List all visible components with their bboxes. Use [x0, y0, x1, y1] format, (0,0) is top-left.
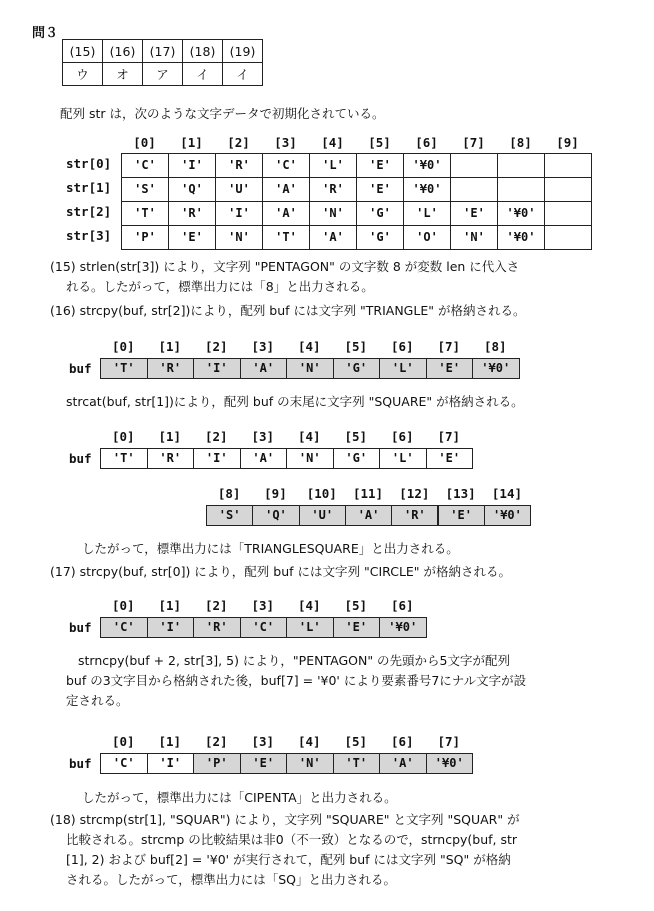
array-cell: 'R' [168, 201, 216, 226]
paragraph-17-output: したがって，標準出力には「CIPENTA」と出力される。 [82, 790, 397, 805]
index-label: [8] [217, 486, 241, 501]
array-cell: 'Q' [168, 177, 216, 202]
index-label: [0] [111, 339, 135, 354]
array-cell: 'L' [309, 153, 357, 178]
array-cell: 'I' [147, 753, 195, 774]
array-cell: 'A' [262, 201, 310, 226]
array-cell: '¥0' [497, 225, 545, 250]
paragraph-17: (17) strcpy(buf, str[0]) により，配列 buf には文字列 "CIRCLE" が格納される。 [50, 564, 512, 579]
index-label: [5] [344, 598, 368, 613]
answer-num: (19) [223, 40, 263, 63]
array-cell: 'E' [356, 177, 404, 202]
array-cell: 'N' [286, 753, 334, 774]
array-cell: 'N' [215, 225, 263, 250]
text-line: [1], 2) および buf[2] = '¥0' が実行されて，配列 buf には文字列 "SQ" が格納 [66, 852, 511, 867]
row-label: str[0] [66, 156, 112, 171]
index-label: [2] [204, 734, 228, 749]
array-cell: 'T' [121, 201, 169, 226]
array-cell: 'U' [215, 177, 263, 202]
array-cell: 'T' [100, 358, 148, 379]
array-cell [450, 177, 498, 202]
index-label: [7] [437, 734, 461, 749]
array-cell: 'A' [262, 177, 310, 202]
array-cell: '¥0' [379, 617, 427, 638]
index-label: [3] [251, 339, 275, 354]
index-label: [6] [390, 598, 414, 613]
array-cell: 'N' [286, 358, 334, 379]
array-cell: 'C' [100, 753, 148, 774]
text-line: れる。したがって，標準出力には「8」と出力される。 [66, 279, 374, 294]
index-label: [4] [297, 734, 321, 749]
array-cell: 'E' [333, 617, 381, 638]
array-cell: 'G' [333, 358, 381, 379]
index-label: [1] [180, 135, 203, 150]
array-cell: '¥0' [497, 201, 545, 226]
index-label: [6] [415, 135, 438, 150]
array-cell: 'C' [262, 153, 310, 178]
array-cell: 'O' [403, 225, 451, 250]
array-cell: 'I' [193, 448, 241, 469]
question-heading: 問３ [32, 26, 59, 41]
index-label: [1] [158, 429, 182, 444]
paragraph-17-strncpy [66, 651, 636, 711]
array-cell: 'E' [168, 225, 216, 250]
index-label: [12] [399, 486, 430, 501]
array-cell [544, 153, 592, 178]
array-cell: 'L' [286, 617, 334, 638]
array-cell: 'E' [438, 505, 485, 526]
array-cell: 'L' [403, 201, 451, 226]
index-label: [0] [111, 429, 135, 444]
array-cell: 'L' [379, 448, 427, 469]
answer-num: (15) [63, 40, 103, 63]
index-label: [9] [556, 135, 579, 150]
array-cell: 'C' [240, 617, 288, 638]
index-label: [4] [297, 429, 321, 444]
text-line: 比較される。strcmp の比較結果は非0（不一致）となるので，strncpy(buf, str [66, 832, 518, 847]
array-cell: 'A' [240, 358, 288, 379]
array-cell: 'E' [426, 358, 474, 379]
array-cell: 'T' [100, 448, 148, 469]
array-cell: 'R' [391, 505, 438, 526]
answer-num: (17) [143, 40, 183, 63]
buf-label: buf [69, 756, 92, 771]
array-cell: 'A' [345, 505, 392, 526]
array-cell: '¥0' [484, 505, 531, 526]
index-label: [2] [204, 429, 228, 444]
array-cell [544, 201, 592, 226]
index-label: [3] [251, 429, 275, 444]
text-line: (15) strlen(str[3]) により，文字列 "PENTAGON" の文字数 8 が変数 len に代入さ [50, 259, 520, 274]
array-cell: 'U' [299, 505, 346, 526]
row-label: str[1] [66, 180, 112, 195]
answer-num: (18) [183, 40, 223, 63]
index-label: [4] [297, 339, 321, 354]
index-label: [0] [111, 598, 135, 613]
paragraph-15 [50, 257, 640, 297]
text-line: 定される。 [66, 693, 129, 708]
array-cell: 'A' [379, 753, 427, 774]
index-label: [8] [483, 339, 507, 354]
array-cell: '¥0' [403, 177, 451, 202]
array-cell: 'I' [147, 617, 195, 638]
array-cell [544, 177, 592, 202]
paragraph-16-output: したがって，標準出力には「TRIANGLESQUARE」と出力される。 [82, 541, 459, 556]
array-cell [544, 225, 592, 250]
index-label: [14] [491, 486, 522, 501]
text-line: buf の3文字目から格納された後，buf[7] = '¥0' により要素番号7にナル文字が設 [66, 673, 527, 688]
text-line: される。したがって，標準出力には「SQ」と出力される。 [66, 872, 397, 887]
index-label: [6] [390, 429, 414, 444]
intro-text: 配列 str は，次のような文字データで初期化されている。 [60, 106, 385, 121]
index-label: [0] [111, 734, 135, 749]
answer-value: ア [143, 63, 183, 86]
array-cell: 'I' [168, 153, 216, 178]
index-label: [2] [227, 135, 250, 150]
index-label: [13] [445, 486, 476, 501]
array-cell: 'R' [215, 153, 263, 178]
array-cell: 'A' [240, 448, 288, 469]
index-label: [7] [437, 339, 461, 354]
array-cell: 'T' [262, 225, 310, 250]
array-cell: 'I' [215, 201, 263, 226]
buf-label: buf [69, 620, 92, 635]
index-label: [6] [390, 734, 414, 749]
index-label: [6] [390, 339, 414, 354]
array-cell: 'C' [100, 617, 148, 638]
array-cell: '¥0' [426, 753, 474, 774]
index-label: [9] [264, 486, 287, 501]
array-cell [497, 177, 545, 202]
array-cell: 'E' [240, 753, 288, 774]
index-label: [2] [204, 339, 228, 354]
answer-table [62, 39, 263, 86]
array-cell: 'E' [426, 448, 474, 469]
index-label: [7] [437, 429, 461, 444]
index-label: [3] [274, 135, 297, 150]
buf-label: buf [69, 451, 92, 466]
index-label: [7] [462, 135, 485, 150]
index-label: [10] [306, 486, 337, 501]
index-label: [5] [368, 135, 391, 150]
index-label: [1] [158, 598, 182, 613]
paragraph-16: (16) strcpy(buf, str[2])により，配列 buf には文字列 "TRIANGLE" が格納される。 [50, 303, 526, 318]
row-label: str[3] [66, 228, 112, 243]
array-cell: 'G' [356, 201, 404, 226]
array-cell: 'G' [333, 448, 381, 469]
array-cell: 'R' [309, 177, 357, 202]
index-label: [5] [344, 339, 368, 354]
array-cell: 'N' [309, 201, 357, 226]
array-cell: 'P' [121, 225, 169, 250]
array-cell: '¥0' [472, 358, 520, 379]
array-cell: 'C' [121, 153, 169, 178]
index-label: [11] [352, 486, 384, 501]
array-cell: 'S' [206, 505, 253, 526]
index-label: [4] [321, 135, 344, 150]
text-line: strncpy(buf + 2, str[3], 5) により，"PENTAGON" の先頭から5文字が配列 [78, 653, 511, 668]
answer-value: イ [223, 63, 263, 86]
index-label: [5] [344, 429, 368, 444]
array-cell: 'T' [333, 753, 381, 774]
index-label: [0] [133, 135, 156, 150]
index-label: [4] [297, 598, 321, 613]
paragraph-18 [50, 810, 640, 890]
row-label: str[2] [66, 204, 112, 219]
array-cell [450, 153, 498, 178]
answer-num: (16) [103, 40, 143, 63]
index-label: [3] [251, 598, 275, 613]
answer-value: オ [103, 63, 143, 86]
paragraph-16-strcat: strcat(buf, str[1])により，配列 buf の末尾に文字列 "SQUARE" が格納される。 [66, 394, 524, 409]
text-line: (18) strcmp(str[1], "SQUAR") により，文字列 "SQUARE" と文字列 "SQUAR" が [50, 812, 520, 827]
array-cell: 'E' [450, 201, 498, 226]
index-label: [2] [204, 598, 228, 613]
array-cell: 'L' [379, 358, 427, 379]
array-cell: 'G' [356, 225, 404, 250]
array-cell: 'E' [356, 153, 404, 178]
index-label: [8] [509, 135, 532, 150]
array-cell: 'Q' [252, 505, 299, 526]
index-label: [1] [158, 339, 182, 354]
array-cell: '¥0' [403, 153, 451, 178]
array-cell: 'P' [193, 753, 241, 774]
answer-value: ウ [63, 63, 103, 86]
array-cell: 'N' [286, 448, 334, 469]
index-label: [5] [344, 734, 368, 749]
array-cell: 'N' [450, 225, 498, 250]
array-cell: 'S' [121, 177, 169, 202]
array-cell: 'A' [309, 225, 357, 250]
array-cell: 'I' [193, 358, 241, 379]
array-cell [497, 153, 545, 178]
array-cell: 'R' [147, 358, 195, 379]
array-cell: 'R' [193, 617, 241, 638]
buf-label: buf [69, 361, 92, 376]
index-label: [3] [251, 734, 275, 749]
answer-value: イ [183, 63, 223, 86]
array-cell: 'R' [147, 448, 195, 469]
index-label: [1] [158, 734, 182, 749]
